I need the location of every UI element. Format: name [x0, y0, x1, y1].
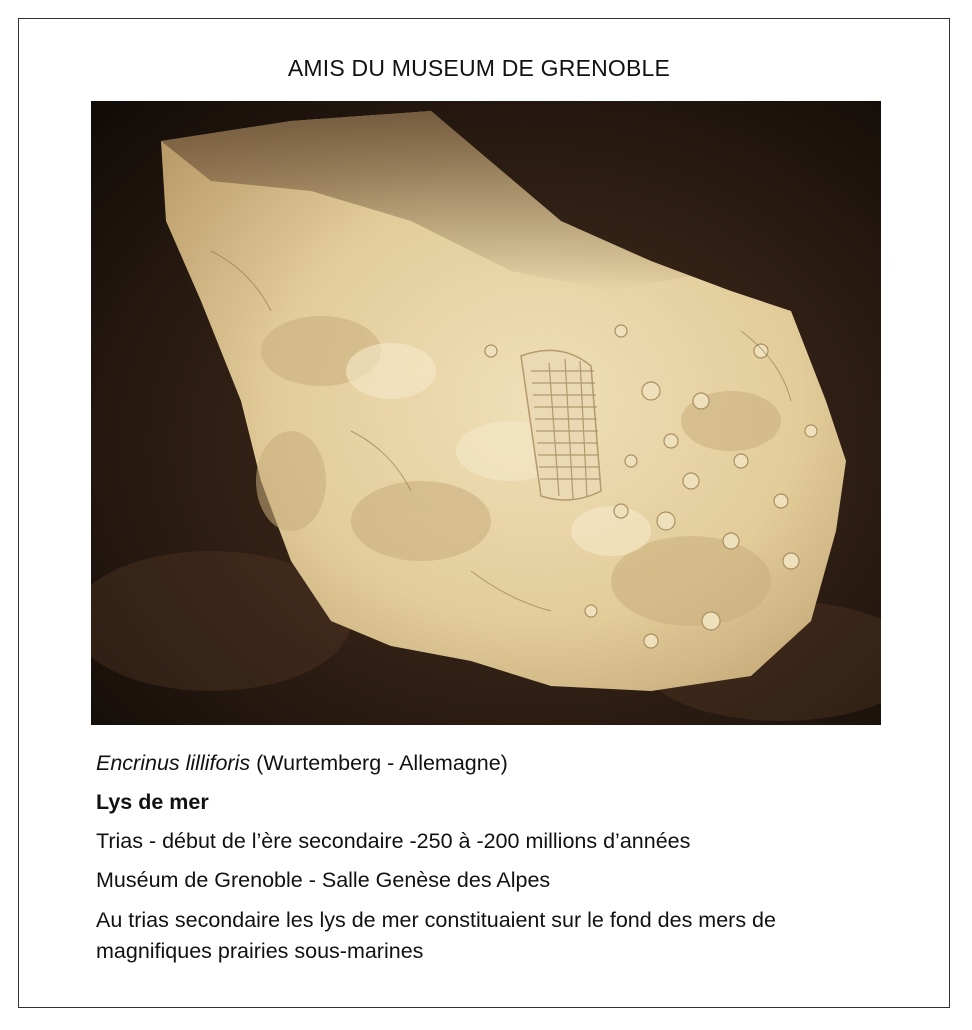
fossil-photo [91, 101, 881, 725]
common-name: Lys de mer [96, 790, 209, 815]
page-title: AMIS DU MUSEUM DE GRENOBLE [287, 55, 671, 81]
fossil-illustration [91, 101, 881, 725]
species-line [96, 749, 916, 778]
caption [96, 749, 916, 977]
location-line: Muséum de Grenoble - Salle Genèse des Alpes [96, 868, 551, 893]
species-name: Encrinus lilliforis [96, 751, 251, 775]
species-origin: (Wurtemberg - Allemagne) [250, 751, 508, 775]
period-line: Trias - début de l’ère secondaire -250 à -200 millions d’années [96, 829, 691, 854]
description-line: Au trias secondaire les lys de mer constituaient sur le fond des mers de magnifiques prairies sous-marines [96, 908, 776, 964]
info-card [18, 18, 950, 1008]
